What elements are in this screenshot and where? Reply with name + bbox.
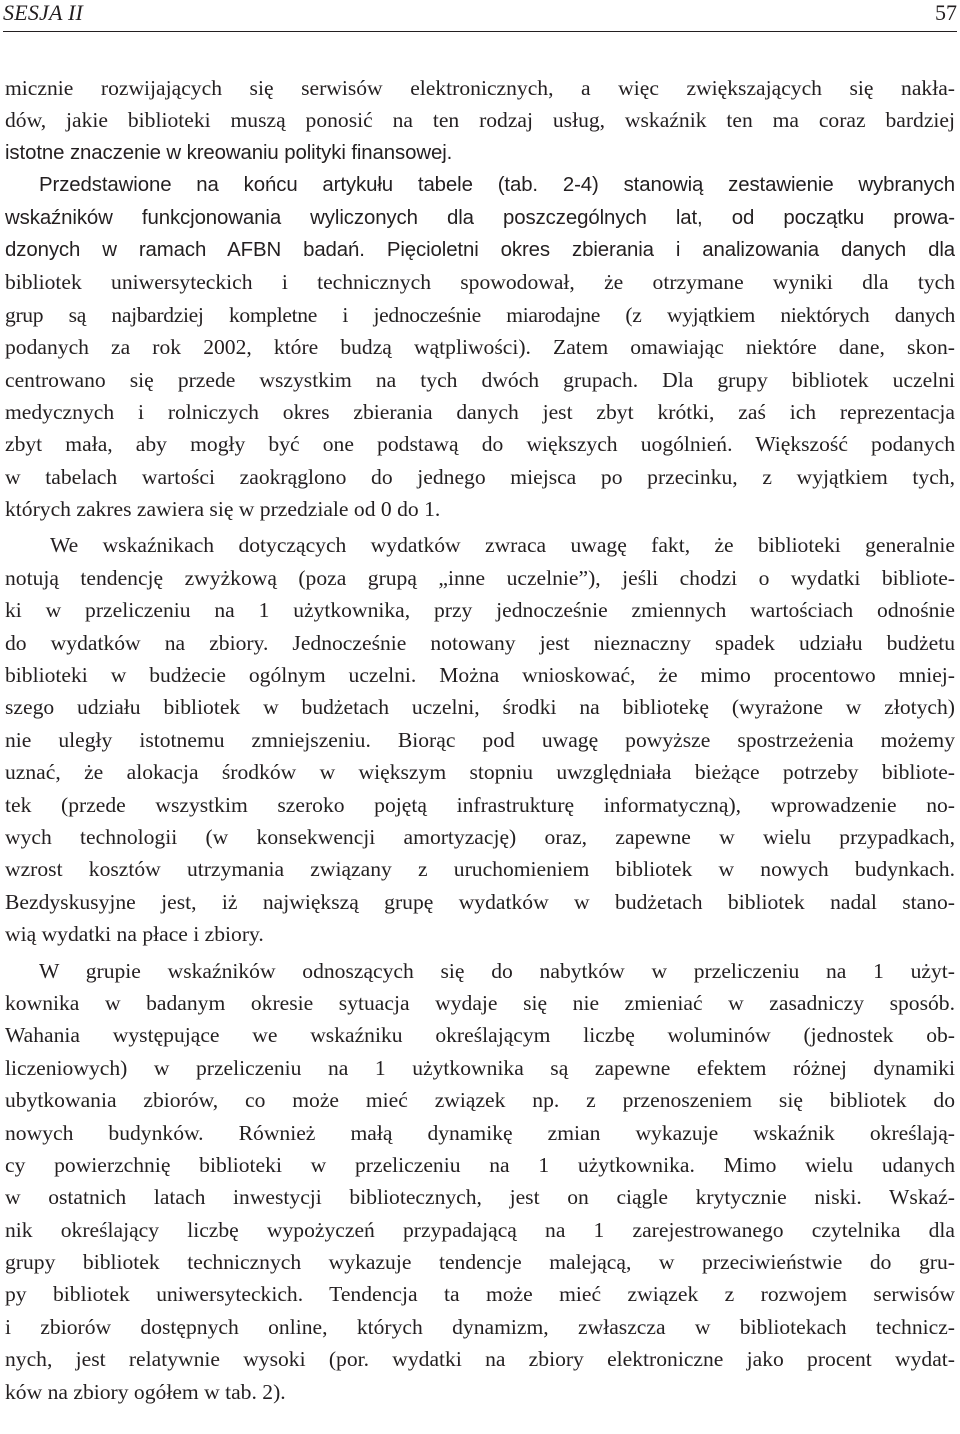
- text-line: do wydatków na zbiory. Jednocześnie notowany jest nieznaczny spadek udziału budżetu: [5, 630, 955, 655]
- text-line: We wskaźnikach dotyczących wydatków zwraca uwagę fakt, że biblioteki generalnie: [50, 533, 955, 558]
- text-line: ków na zbiory ogółem w tab. 2).: [5, 1379, 286, 1404]
- text-line: nowych budynków. Również małą dynamikę zmian wykazuje wskaźnik określają-: [5, 1120, 955, 1145]
- text-line: nik określający liczbę wypożyczeń przypadającą na 1 zarejestrowanego czytelnika dla: [5, 1217, 955, 1242]
- text-line: medycznych i rolniczych okres zbierania danych jest zbyt krótki, zaś ich reprezentacja: [5, 399, 955, 424]
- text-line: dów, jakie biblioteki muszą ponosić na ten rodzaj usług, wskaźnik ten ma coraz bardziej: [5, 108, 955, 133]
- text-line: ubytkowania zbiorów, co może mieć związek np. z przenoszeniem się bibliotek do: [5, 1088, 955, 1113]
- text-line: tek (przede wszystkim szeroko pojętą infrastrukturę informatyczną), wprowadzenie no-: [5, 792, 955, 817]
- text-line: notują tendencję zwyżkową (poza grupą „inne uczelnie”), jeśli chodzi o wydatki bibliote-: [5, 565, 955, 590]
- text-line: Przedstawione na końcu artykułu tabele (tab. 2-4) stanowią zestawienie wybranych: [39, 174, 955, 197]
- text-line: nych, jest relatywnie wysoki (por. wydatki na zbiory elektroniczne jako procent wydat-: [5, 1347, 955, 1372]
- text-line: uznać, że alokacja środków w większym stopniu uwzględniała bieżące potrzeby bibliote-: [5, 760, 955, 785]
- text-line: grupy bibliotek technicznych wykazuje tendencje malejącą, w przeciwieństwie do gru-: [5, 1250, 955, 1275]
- text-line: ki w przeliczeniu na 1 użytkownika, przy jednocześnie zmiennych wartościach odnośnie: [5, 598, 955, 623]
- text-line: i zbiorów dostępnych online, których dynamizm, zwłaszcza w bibliotekach technicz-: [5, 1314, 955, 1339]
- text-line: dzonych w ramach AFBN badań. Pięcioletni okres zbierania i analizowania danych dla: [5, 238, 955, 261]
- text-line: kownika w badanym okresie sytuacja wydaje się nie zmieniać w zasadniczy sposób.: [5, 990, 955, 1015]
- text-line: istotne znaczenie w kreowaniu polityki finansowej.: [5, 141, 453, 164]
- text-line: zbyt mała, aby mogły być one podstawą do większych uogólnień. Większość podanych: [5, 432, 955, 457]
- text-line: których zakres zawiera się w przedziale od 0 do 1.: [5, 497, 441, 522]
- text-line: bibliotek uniwersyteckich i technicznych spowodował, że otrzymane wyniki dla tych: [5, 270, 955, 295]
- text-line: cy powierzchnię biblioteki w przeliczeniu na 1 użytkownika. Mimo wielu udanych: [5, 1152, 955, 1177]
- text-line: centrowano się przede wszystkim na tych dwóch grupach. Dla grupy bibliotek uczelni: [5, 367, 955, 392]
- text-line: grup są najbardziej kompletne i jednocześnie miarodajne (z wyjątkiem niektórych danych: [5, 302, 955, 327]
- text-line: szego udziału bibliotek w budżetach uczelni, środki na bibliotekę (wyrażone w złotych): [5, 695, 955, 720]
- text-line: nie uległy istotnemu zmniejszeniu. Biorąc pod uwagę powyższe spostrzeżenia możemy: [5, 727, 955, 752]
- text-line: W grupie wskaźników odnoszących się do nabytków w przeliczeniu na 1 użyt-: [39, 958, 955, 983]
- text-line: py bibliotek uniwersyteckich. Tendencja ta może mieć związek z rozwojem serwisów: [5, 1282, 955, 1307]
- text-line: wskaźników funkcjonowania wyliczonych dla poszczególnych lat, od początku prowa-: [5, 206, 955, 229]
- text-line: wych technologii (w konsekwencji amortyzację) oraz, zapewne w wielu przypadkach,: [5, 824, 955, 849]
- text-line: w ostatnich latach inwestycji bibliotecznych, jest on ciągle krytycznie niski. Wskaź-: [5, 1185, 955, 1210]
- body-text: [5, 72, 955, 1408]
- text-line: Wahania występujące we wskaźniku określającym liczbę woluminów (jednostek ob-: [5, 1023, 955, 1048]
- text-line: wią wydatki na płace i zbiory.: [5, 922, 264, 947]
- text-line: micznie rozwijających się serwisów elektronicznych, a więc zwiększających się nakła-: [5, 76, 955, 100]
- text-line: liczeniowych) w przeliczeniu na 1 użytkownika są zapewne efektem różnej dynamiki: [5, 1055, 955, 1080]
- page-number: 57: [935, 0, 957, 25]
- text-line: wzrost kosztów utrzymania związany z uruchomieniem bibliotek w nowych budynkach.: [5, 857, 955, 882]
- text-line: w tabelach wartości zaokrąglono do jednego miejsca po przecinku, z wyjątkiem tych,: [5, 464, 955, 489]
- section-title: SESJA II: [3, 0, 83, 25]
- text-line: Bezdyskusyjne jest, iż największą grupę wydatków w budżetach bibliotek nadal stano-: [5, 889, 955, 914]
- text-line: podanych za rok 2002, które budzą wątpliwości). Zatem omawiając niektóre dane, skon-: [5, 335, 955, 360]
- text-line: biblioteki w budżecie ogólnym uczelni. Można wnioskować, że mimo procentowo mniej-: [5, 663, 955, 688]
- running-header: [3, 0, 957, 32]
